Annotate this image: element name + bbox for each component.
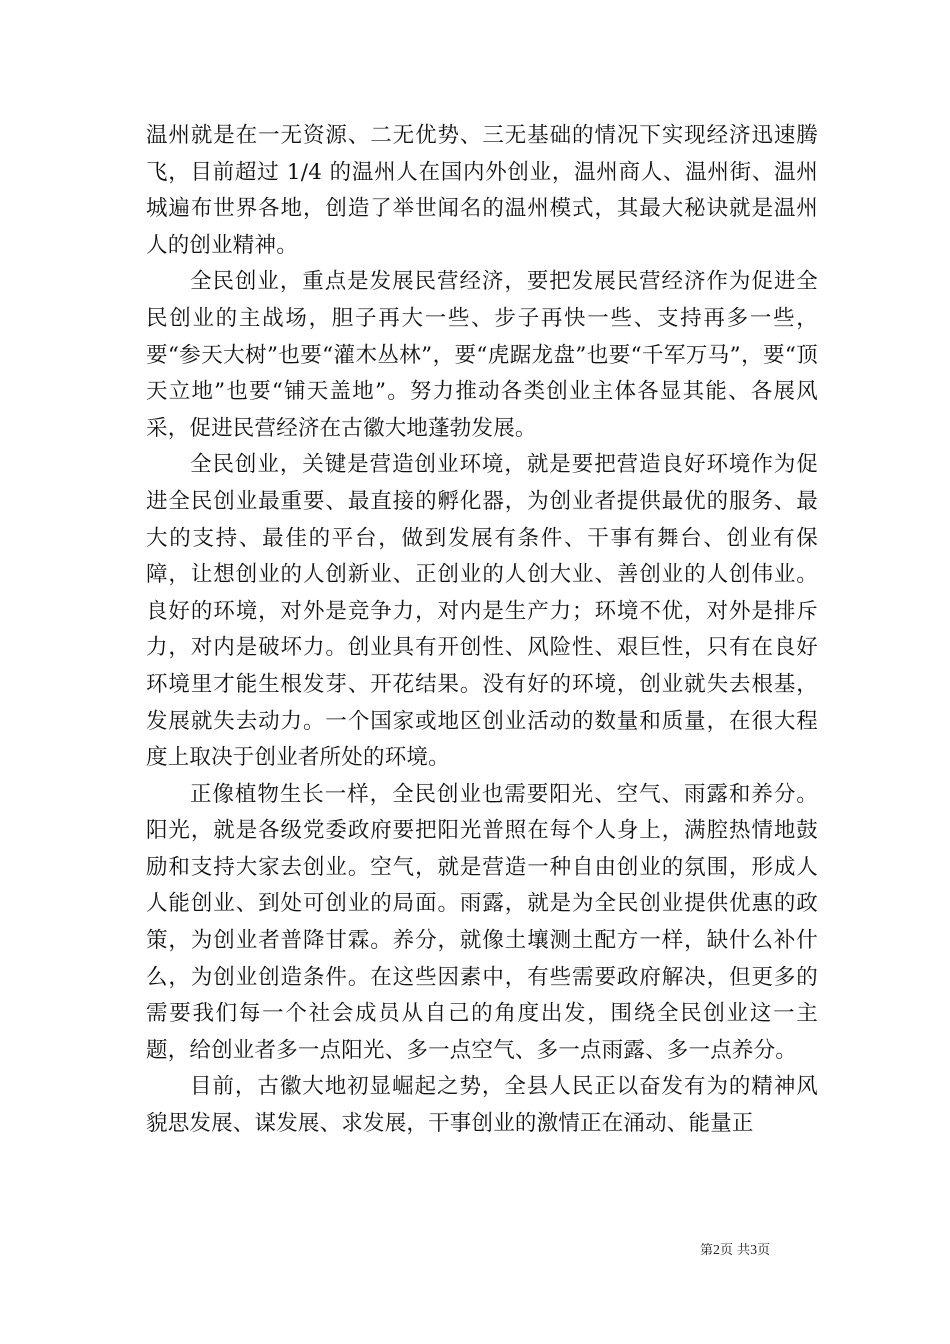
footer-suffix: 页 xyxy=(757,1243,771,1258)
paragraph-3: 全民创业，关键是营造创业环境，就是要把营造良好环境作为促进全民创业最重要、最直接的孵化器，为创业者提供最优的服务、最大的支持、最佳的平台，做到发展有条件、干事有舞台、创业有保障，让想创业的人创新业、正创业的人创大业、善创业的人创伟业。良好的环境，对外是竞争力，对内是生产力；环境不优，对外是排斥力，对内是破坏力。创业具有开创性、风险性、艰巨性，只有在良好环境里才能生根发芽、开花结果。没有好的环境，创业就失去根基，发展就失去动力。一个国家或地区创业活动的数量和质量，在很大程度上取决于创业者所处的环境。 xyxy=(146,452,818,771)
footer-total-pages: 3 xyxy=(750,1243,758,1258)
paragraph-2: 全民创业，重点是发展民营经济，要把发展民营经济作为促进全民创业的主战场，胆子再大一些、步子再快一些、支持再多一些，要“参天大树”也要“灌木丛林”，要“虎踞龙盘”也要“千军万马”，要“顶天立地”也要“铺天盖地”。努力推动各类创业主体各显其能、各展风采，促进民营经济在古徽大地蓬勃发展。 xyxy=(146,269,818,441)
footer-page-number: 2 xyxy=(713,1243,721,1258)
footer-prefix: 第 xyxy=(700,1243,714,1258)
page-footer xyxy=(700,1243,820,1259)
paragraph-1: 温州就是在一无资源、二无优势、三无基础的情况下实现经济迅速腾飞，目前超过 1/4 的温州人在国内外创业，温州商人、温州街、温州城遍布世界各地，创造了举世闻名的温州模式，其最大秘诀就是温州人的创业精神。 xyxy=(146,123,818,258)
footer-middle: 页 共 xyxy=(720,1243,751,1258)
paragraph-4: 正像植物生长一样，全民创业也需要阳光、空气、雨露和养分。阳光，就是各级党委政府要把阳光普照在每个人身上，满腔热情地鼓励和支持大家去创业。空气，就是营造一种自由创业的氛围，形成人人能创业、到处可创业的局面。雨露，就是为全民创业提供优惠的政策，为创业者普降甘霖。养分，就像土壤测土配方一样，缺什么补什么，为创业创造条件。在这些因素中，有些需要政府解决，但更多的需要我们每一个社会成员从自己的角度出发，围绕全民创业这一主题，给创业者多一点阳光、多一点空气、多一点雨露、多一点养分。 xyxy=(146,781,818,1063)
document-body xyxy=(146,118,818,1143)
paragraph-5: 目前，古徽大地初显崛起之势，全县人民正以奋发有为的精神风貌思发展、谋发展、求发展，干事创业的激情正在涌动、能量正 xyxy=(146,1074,818,1137)
